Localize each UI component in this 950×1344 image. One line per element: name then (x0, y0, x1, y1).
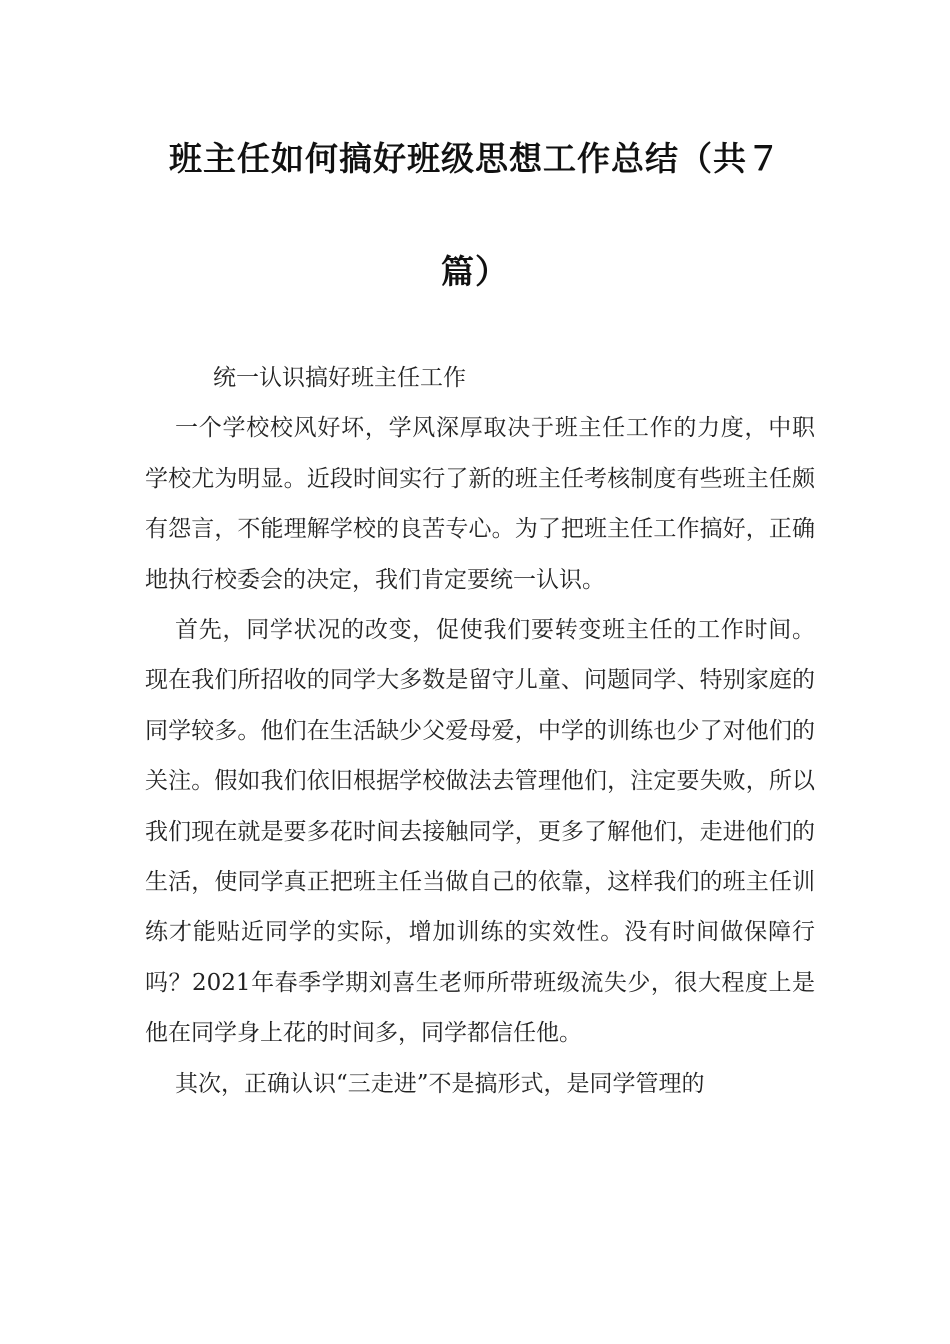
document-title-line-2: 篇） (441, 252, 509, 291)
paragraph-2: 首先，同学状况的改变，促使我们要转变班主任的工作时间。现在我们所招收的同学大多数是留守儿童、问题同学、特别家庭的同学较多。他们在生活缺少父爱母爱，中学的训练也少了对他们的关注。假如我们依旧根据学校做法去管理他们，注定要失败，所以我们现在就是要多花时间去接触同学，更多了解他们，走进他们的生活，使同学真正把班主任当做自己的依靠，这样我们的班主任训练才能贴近同学的实际，增加训练的实效性。没有时间做保障行吗？2021年春季学期刘喜生老师所带班级流失少，很大程度上是他在同学身上花的时间多，同学都信任他。 (145, 617, 815, 1047)
paragraph-1: 一个学校校风好坏，学风深厚取决于班主任工作的力度，中职学校尤为明显。近段时间实行了新的班主任考核制度有些班主任颇有怨言，不能理解学校的良苦专心。为了把班主任工作搞好，正确地执行校委会的决定，我们肯定要统一认识。 (145, 415, 815, 593)
document-body (145, 353, 815, 1109)
document-title-line-1: 班主任如何搞好班级思想工作总结（共７ (169, 139, 781, 178)
section-subheading: 统一认识搞好班主任工作 (213, 365, 466, 391)
paragraph-3: 其次，正确认识“三走进”不是搞形式，是同学管理的 (175, 1070, 705, 1097)
